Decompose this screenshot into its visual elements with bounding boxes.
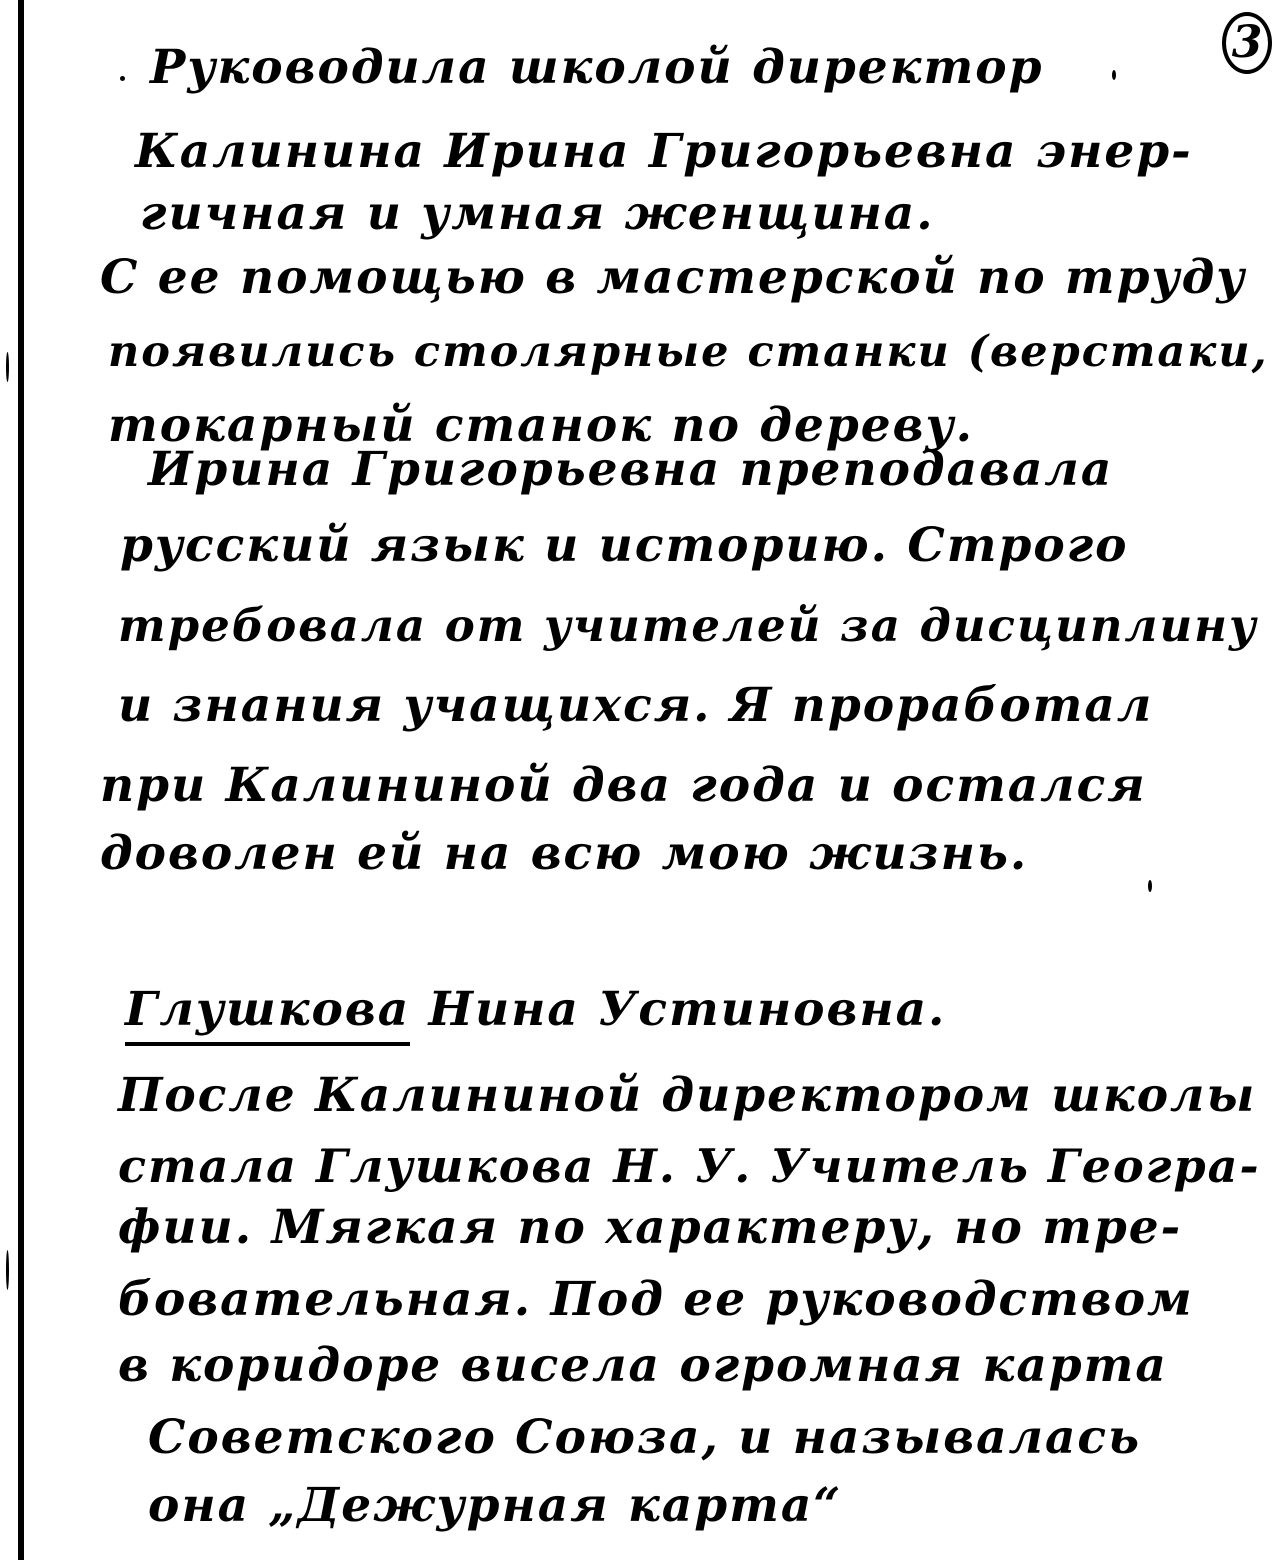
scan-speck <box>120 76 125 81</box>
text-line: русский язык и историю. Строго <box>120 518 1129 573</box>
heading-surname: Глушкова <box>125 980 410 1046</box>
text-line: токарный станок по дереву. <box>108 398 974 453</box>
text-line: и знания учащихся. Я проработал <box>118 678 1154 733</box>
scan-speck <box>6 1250 9 1290</box>
text-line: доволен ей на всю мою жизнь. <box>100 826 1029 881</box>
text-line: требовала от учителей за дисциплину <box>118 599 1258 652</box>
text-line: Калинина Ирина Григорьевна энер- <box>135 124 1193 179</box>
text-line: Руководила школой директор <box>150 40 1044 95</box>
text-line: при Калининой два года и остался <box>100 758 1147 813</box>
text-line: бовательная. Под ее руководством <box>118 1272 1194 1327</box>
text-line: гичная и умная женщина. <box>140 186 935 241</box>
text-line: Советского Союза, и называлась <box>148 1410 1142 1465</box>
text-line: После Калининой директором школы <box>118 1068 1257 1123</box>
scan-speck <box>6 352 9 382</box>
left-margin-line <box>18 0 24 1560</box>
section-heading <box>125 980 946 1046</box>
text-line: она „Дежурная карта“ <box>148 1478 843 1533</box>
text-line: С ее помощью в мастерской по труду <box>100 250 1247 305</box>
text-line: появились столярные станки (верстаки, <box>108 327 1269 377</box>
text-line: фии. Мягкая по характеру, но тре- <box>118 1200 1183 1255</box>
scan-speck <box>1112 70 1116 80</box>
text-line: Ирина Григорьевна преподавала <box>148 442 1114 497</box>
heading-given-names: Нина Устиновна. <box>410 982 947 1037</box>
page-number: 3 <box>1222 12 1272 74</box>
text-line: в коридоре висела огромная карта <box>118 1338 1168 1393</box>
text-line: стала Глушкова Н. У. Учитель Геогра- <box>118 1139 1261 1193</box>
scan-speck <box>1148 880 1152 892</box>
